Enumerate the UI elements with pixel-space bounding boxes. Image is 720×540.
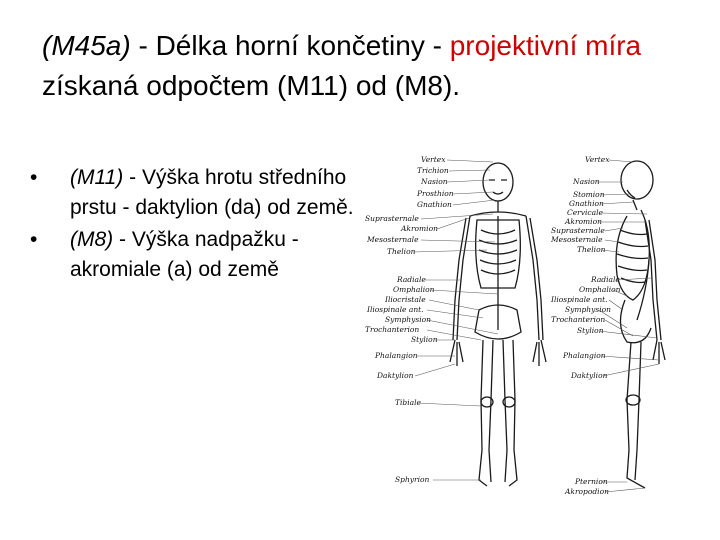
bullet-dot: • bbox=[30, 228, 38, 251]
side-label-mesosternale: Mesosternale bbox=[551, 235, 603, 244]
bullet-item bbox=[28, 163, 363, 223]
title-code: (M45a) bbox=[42, 30, 131, 61]
front-label-gnathion: Gnathion bbox=[417, 200, 452, 209]
side-label-gnathion: Gnathion bbox=[569, 199, 604, 208]
bullet-code: (M8) bbox=[70, 228, 114, 251]
front-label-radiale: Radiale bbox=[397, 275, 426, 284]
side-leader-lines bbox=[597, 160, 659, 492]
slide-title bbox=[42, 26, 682, 106]
front-label-tibiale: Tibiale bbox=[395, 398, 421, 407]
side-label-radiale: Radiale bbox=[591, 275, 620, 284]
front-label-trichion: Trichion bbox=[417, 166, 449, 175]
side-label-cervicale: Cervicale bbox=[567, 208, 603, 217]
side-label-iliospinale: Iliospinale ant. bbox=[551, 295, 608, 304]
side-label-stylion: Stylion bbox=[577, 326, 604, 335]
side-label-pternion: Pternion bbox=[575, 477, 608, 486]
front-skeleton bbox=[450, 163, 546, 486]
side-label-phalangion: Phalangion bbox=[563, 351, 606, 360]
front-label-iliocristale: Iliocristale bbox=[385, 295, 426, 304]
bullet-code: (M11) bbox=[70, 166, 124, 189]
side-label-nasion: Nasion bbox=[573, 177, 600, 186]
side-label-stomion: Stomion bbox=[573, 190, 605, 199]
side-skeleton bbox=[616, 161, 665, 488]
side-label-daktylion: Daktylion bbox=[571, 371, 608, 380]
bullet-text: - Výška nadpažku - akromiale (a) od země bbox=[70, 228, 299, 281]
front-label-nasion: Nasion bbox=[421, 177, 448, 186]
bullet-dot: • bbox=[30, 166, 38, 189]
side-label-vertex: Vertex bbox=[585, 155, 610, 164]
front-label-trochanterion: Trochanterion bbox=[365, 325, 420, 334]
side-label-omphalion: Omphalion bbox=[579, 285, 621, 294]
side-label-suprasternale: Suprasternale bbox=[551, 226, 605, 235]
front-label-sphyrion: Sphyrion bbox=[395, 475, 430, 484]
front-label-omphalion: Omphalion bbox=[393, 285, 435, 294]
bullet-list bbox=[28, 163, 363, 287]
front-label-mesosternale: Mesosternale bbox=[367, 235, 419, 244]
anthropometric-skeleton-figure bbox=[365, 150, 675, 500]
front-label-daktylion: Daktylion bbox=[377, 371, 414, 380]
bullet-text: - Výška hrotu středního prstu - daktylion (da) od země. bbox=[70, 166, 354, 219]
side-label-akropodion: Akropodion bbox=[565, 487, 609, 496]
front-label-suprasternale: Suprasternale bbox=[365, 214, 419, 223]
side-labels bbox=[550, 155, 621, 496]
front-label-symphysion: Symphysion bbox=[385, 315, 431, 324]
side-label-trochanterion: Trochanterion bbox=[551, 315, 606, 324]
title-part1: - Délka horní končetiny - bbox=[130, 30, 450, 61]
front-label-stylion: Stylion bbox=[411, 335, 438, 344]
front-label-vertex: Vertex bbox=[421, 155, 446, 164]
front-label-prosthion: Prosthion bbox=[417, 189, 454, 198]
side-label-symphysion: Symphysion bbox=[565, 305, 611, 314]
front-label-phalangion: Phalangion bbox=[375, 351, 418, 360]
front-label-akromion: Akromion bbox=[401, 224, 438, 233]
title-part2: získaná odpočtem (M11) od (M8). bbox=[42, 70, 461, 101]
bullet-item bbox=[28, 225, 363, 285]
front-label-thelion: Thelion bbox=[387, 247, 416, 256]
front-label-iliospinale: Iliospinale ant. bbox=[367, 305, 424, 314]
title-highlight: projektivní míra bbox=[449, 30, 642, 61]
front-labels bbox=[365, 155, 454, 484]
side-label-thelion: Thelion bbox=[577, 245, 606, 254]
side-label-akromion: Akromion bbox=[565, 217, 602, 226]
